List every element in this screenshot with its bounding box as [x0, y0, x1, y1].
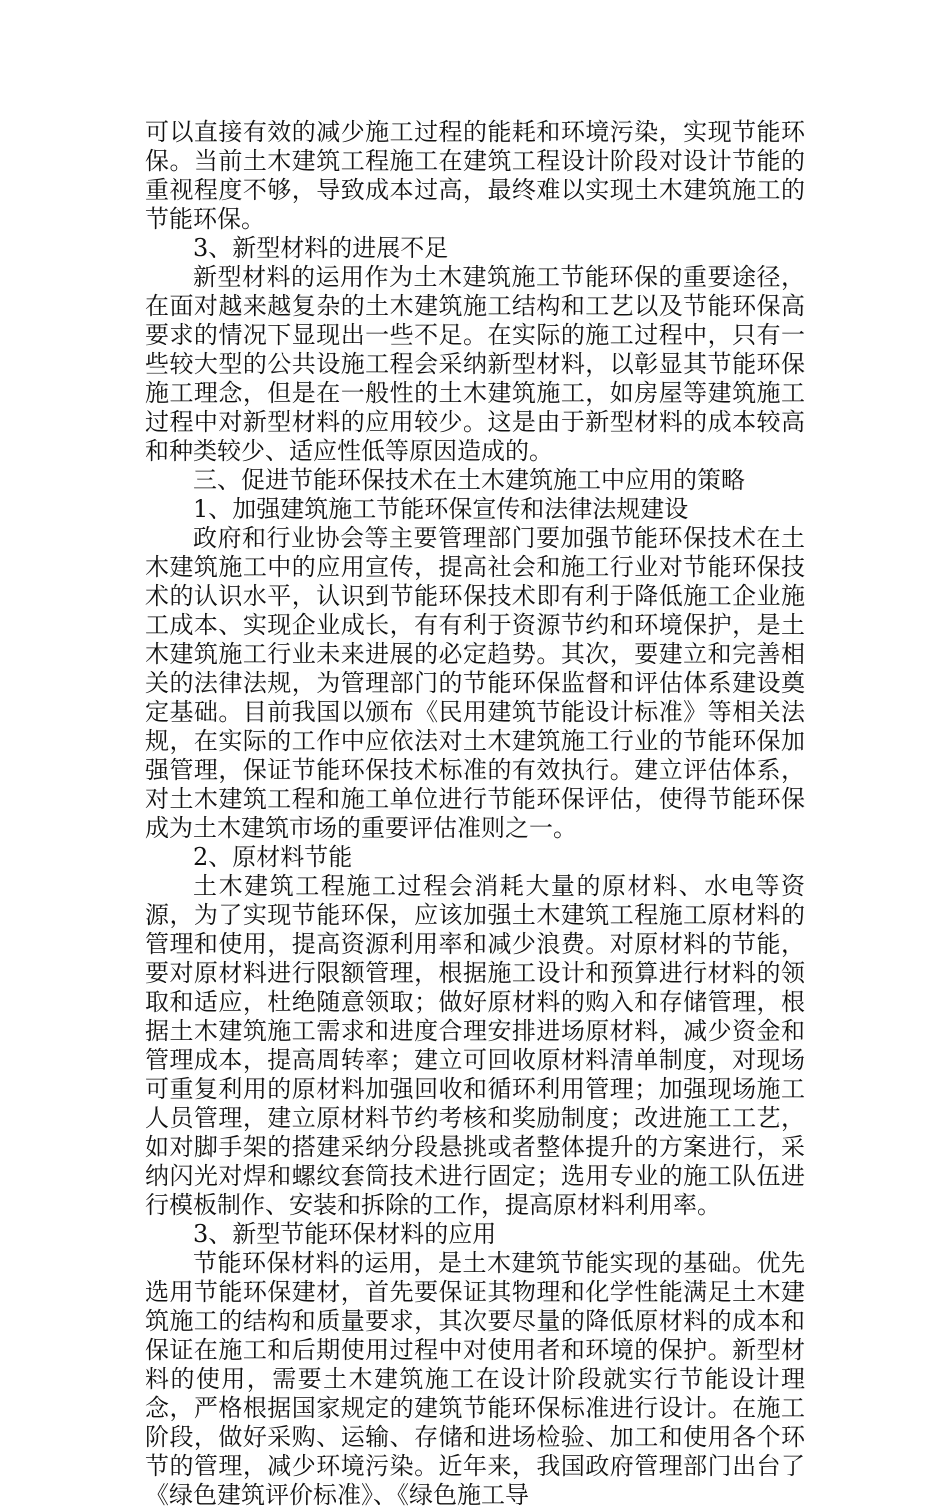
subheading-raw-material-saving: 2、原材料节能 [193, 843, 353, 871]
paragraph-continued: 可以直接有效的减少施工过程的能耗和环境污染，实现节能环保。当前土木建筑工程施工在建筑工程设计阶段对设计节能的重视程度不够，导致成本过高，最终难以实现土木建筑施工的节能环保。 [145, 118, 805, 233]
section-heading-strategies: 三、促进节能环保技术在土木建筑施工中应用的策略 [193, 466, 745, 494]
document-page [145, 118, 805, 1510]
subheading-new-eco-materials: 3、新型节能环保材料的应用 [193, 1220, 497, 1248]
subheading-new-materials-shortfall: 3、新型材料的进展不足 [193, 234, 449, 262]
paragraph-new-materials: 新型材料的运用作为土木建筑施工节能环保的重要途径，在面对越来越复杂的土木建筑施工结构和工艺以及节能环保高要求的情况下显现出一些不足。在实际的施工过程中，只有一些较大型的公共设施工程会采纳新型材料，以彰显其节能环保施工理念，但是在一般性的土木建筑施工，如房屋等建筑施工过程中对新型材料的应用较少。这是由于新型材料的成本较高和种类较少、适应性低等原因造成的。 [145, 263, 805, 465]
subheading-publicity-and-law: 1、加强建筑施工节能环保宣传和法律法规建设 [193, 495, 689, 523]
paragraph-publicity-and-law: 政府和行业协会等主要管理部门要加强节能环保技术在土木建筑施工中的应用宣传，提高社会和施工行业对节能环保技术的认识水平，认识到节能环保技术即有利于降低施工企业施工成本、实现企业成长，有有利于资源节约和环境保护，是土木建筑施工行业未来进展的必定趋势。其次，要建立和完善相关的法律法规，为管理部门的节能环保监督和评估体系建设奠定基础。目前我国以颁布《民用建筑节能设计标准》等相关法规，在实际的工作中应依法对土木建筑施工行业的节能环保加强管理，保证节能环保技术标准的有效执行。建立评估体系，对土木建筑工程和施工单位进行节能环保评估，使得节能环保成为土木建筑市场的重要评估准则之一。 [145, 524, 805, 842]
paragraph-raw-material-saving: 土木建筑工程施工过程会消耗大量的原材料、水电等资源，为了实现节能环保，应该加强土木建筑工程施工原材料的管理和使用，提高资源利用率和减少浪费。对原材料的节能，要对原材料进行限额管理，根据施工设计和预算进行材料的领取和适应，杜绝随意领取；做好原材料的购入和存储管理，根据土木建筑施工需求和进度合理安排进场原材料，减少资金和管理成本，提高周转率；建立可回收原材料清单制度，对现场可重复利用的原材料加强回收和循环利用管理；加强现场施工人员管理，建立原材料节约考核和奖励制度；改进施工工艺，如对脚手架的搭建采纳分段悬挑或者整体提升的方案进行，采纳闪光对焊和螺纹套筒技术进行固定；选用专业的施工队伍进行模板制作、安装和拆除的工作，提高原材料利用率。 [145, 872, 805, 1219]
paragraph-new-eco-materials: 节能环保材料的运用，是土木建筑节能实现的基础。优先选用节能环保建材，首先要保证其物理和化学性能满足土木建筑施工的结构和质量要求，其次要尽量的降低原材料的成本和保证在施工和后期使用过程中对使用者和环境的保护。新型材料的使用，需要土木建筑施工在设计阶段就实行节能设计理念，严格根据国家规定的建筑节能环保标准进行设计。在施工阶段，做好采购、运输、存储和进场检验、加工和使用各个环节的管理，减少环境污染。近年来，我国政府管理部门出台了《绿色建筑评价标准》、《绿色施工导 [145, 1249, 805, 1509]
